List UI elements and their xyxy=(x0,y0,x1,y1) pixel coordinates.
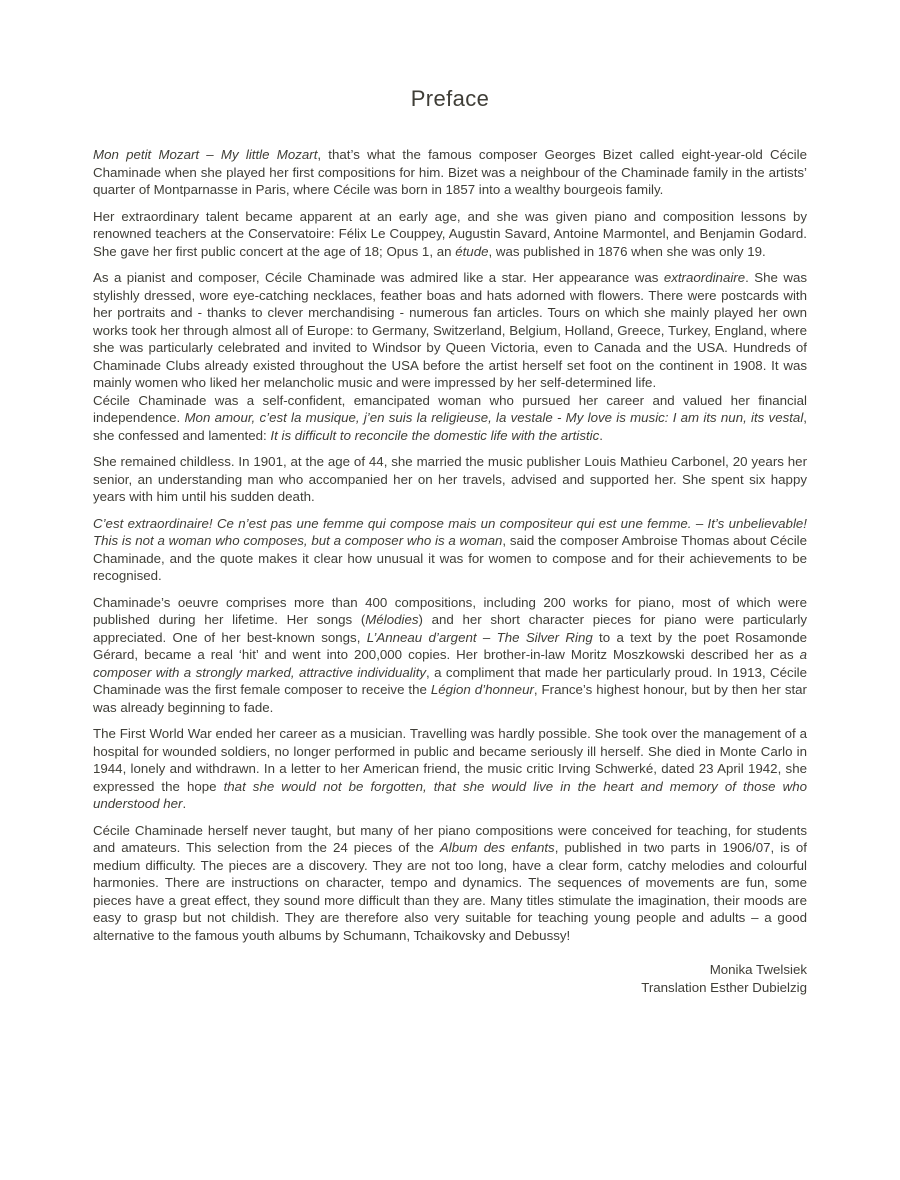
paragraph xyxy=(93,392,807,445)
italic-text-segment: L’Anneau d’argent – The Silver Ring xyxy=(366,629,593,645)
text-segment: . She was stylishly dressed, wore eye-catching necklaces, feather boas and hats adorned with flowers. There were postcards with her portraits and - thanks to clever merchandising - numerous fan articles. Tours on which she mainly played her own works took her through almost all of Europe: to Germany, Switzerland, Belgium, Holland, Greece, Turkey, England, where she was particularly celebrated and invited to Windsor by Queen Victoria, even to Canada and the USA. Hundreds of Chaminade Clubs already existed throughout the USA before the artist herself set foot on the continent in 1908. It was mainly women who liked her melancholic music and were impressed by her self-determined life. xyxy=(93,270,807,390)
italic-text-segment: It is difficult to reconcile the domestic life with the artistic xyxy=(270,427,600,443)
italic-text-segment: Mon amour, c’est la musique, j’en suis la religieuse, la vestale - My love is music: I am its nun, its vestal xyxy=(184,410,804,425)
page-title: Preface xyxy=(410,86,490,111)
italic-text-segment: that she would not be forgotten, that she would live in the heart and memory of those who understood her xyxy=(93,778,807,811)
text-segment: to a text by the poet Rosamonde Gérard, became a real ‘hit’ and went into 200,000 copies. Her brother-in-law Moritz Moszkowski described her as xyxy=(93,629,807,662)
italic-text-segment: Mélodies xyxy=(365,612,419,627)
paragraph xyxy=(93,725,807,813)
italic-text-segment: Mon petit Mozart – My little Mozart xyxy=(93,147,318,162)
paragraph xyxy=(93,453,807,506)
italic-text-segment: a composer with a strongly marked, attractive individuality xyxy=(93,647,807,680)
text-segment: Chaminade’s oeuvre comprises more than 400 compositions, including 200 works for piano, most of which were published during her lifetime. Her songs ( xyxy=(93,594,807,627)
text-segment: ) and her short character pieces for piano were particularly appreciated. One of her best-known songs, xyxy=(93,612,807,645)
preface-body xyxy=(93,146,807,944)
text-segment: She remained childless. In 1901, at the age of 44, she married the music publisher Louis Mathieu Carbonel, 20 years her senior, an understanding man who accompanied her on her travels, advised and supported her. She spent six happy years with him until his sudden death. xyxy=(93,454,807,504)
italic-text-segment: extraordinaire xyxy=(663,270,746,285)
paragraph xyxy=(93,515,807,585)
text-segment: As a pianist and composer, Cécile Chaminade was admired like a star. Her appearance was xyxy=(93,270,664,285)
text-segment: , France’s highest honour, but by then her star was already beginning to fade. xyxy=(93,682,807,715)
italic-text-segment: Légion d’honneur xyxy=(430,682,534,697)
author-name: Monika Twelsiek xyxy=(709,962,807,977)
text-segment: Cécile Chaminade was a self-confident, emancipated woman who pursued her career and valued her financial independence. xyxy=(93,392,807,425)
text-segment: . xyxy=(182,796,187,811)
italic-text-segment: C’est extraordinaire! Ce n’est pas une femme qui compose mais un compositeur qui est une femme. – It’s unbelievable! This is not a woman who composes, but a composer who is a woman xyxy=(93,515,807,548)
text-segment: The First World War ended her career as a musician. Travelling was hardly possible. She took over the management of a hospital for wounded soldiers, no longer performed in public and became seriously ill herself. She died in Monte Carlo in 1944, lonely and withdrawn. In a letter to her American friend, the music critic Irving Schwerké, dated 23 April 1942, she expressed the hope xyxy=(93,726,807,794)
text-segment: , was published in 1876 when she was only 19. xyxy=(488,243,766,259)
signature-block xyxy=(93,961,807,996)
text-segment: , she confessed and lamented: xyxy=(93,410,807,443)
text-segment: , a compliment that made her particularly proud. In 1913, Cécile Chaminade was the first female composer to receive the xyxy=(93,664,807,697)
paragraph xyxy=(93,146,807,199)
text-segment: Cécile Chaminade herself never taught, but many of her piano compositions were conceived for teaching, for students and amateurs. This selection from the 24 pieces of the xyxy=(93,822,807,855)
translator-credit: Translation Esther Dubielzig xyxy=(641,979,807,995)
paragraph xyxy=(93,822,807,945)
paragraph xyxy=(93,594,807,717)
text-segment: Her extraordinary talent became apparent at an early age, and she was given piano and composition lessons by renowned teachers at the Conservatoire: Félix Le Couppey, Augustin Savard, Antoine Marmontel, and Benjamin Godard. She gave her first public concert at the age of 18; Opus 1, an xyxy=(93,208,807,259)
text-segment: , published in two parts in 1906/07, is of medium difficulty. The pieces are a discovery. They are not too long, have a clear form, catchy melodies and colourful harmonies. There are instructions on character, tempo and dynamics. The sequences of movements are fun, some pieces have a great effect, they sound more difficult than they are. Many titles stimulate the imagination, their moods are easy to grasp but not childish. They are therefore also very suitable for teaching young people and adults – a good alternative to the famous youth albums by Schumann, Tchaikovsky and Debussy! xyxy=(93,840,807,943)
text-segment: , that’s what the famous composer Georges Bizet called eight-year-old Cécile Chaminade when she played her first compositions for him. Bizet was a neighbour of the Chaminade family in the artists’ quarter of Montparnasse in Paris, where Cécile was born in 1857 into a wealthy bourgeois family. xyxy=(93,147,807,197)
paragraph xyxy=(93,269,807,392)
paragraph xyxy=(93,208,807,261)
text-segment: . xyxy=(599,427,603,443)
italic-text-segment: Album des enfants xyxy=(439,840,555,855)
text-segment: , said the composer Ambroise Thomas about Cécile Chaminade, and the quote makes it clear how unusual it was for women to compose and for their achievements to be recognised. xyxy=(93,533,807,583)
italic-text-segment: étude xyxy=(455,243,489,259)
